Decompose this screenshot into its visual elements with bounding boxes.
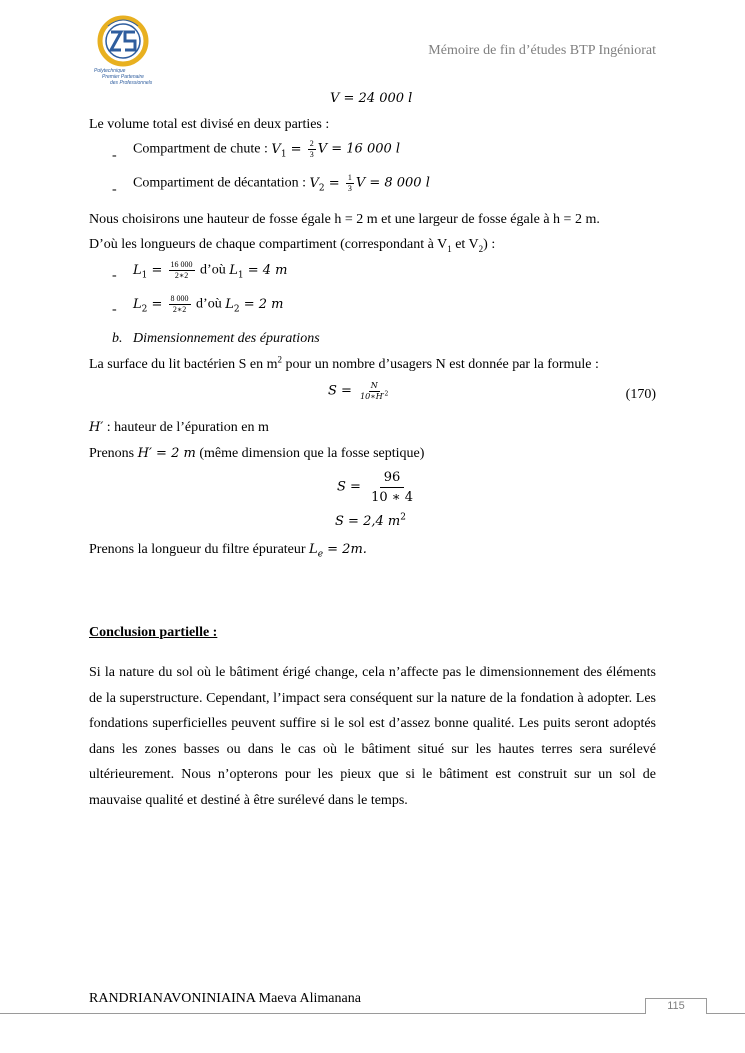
page-number: 115 [667,1000,685,1012]
logo-caption-line-3: des Professionnels [110,80,153,86]
page-number-box [645,998,707,1014]
surface-text-b: pour un nombre d’usagers N est donnée par la formule : [282,357,599,372]
compartment-lhs: V [309,175,319,191]
footer-author: RANDRIANAVONINIAINA Maeva Alimanana [89,991,361,1006]
compartment-lhs: V [271,141,281,157]
logo-caption-line-1: Polytechnique [94,68,126,74]
formula-denominator: $10∗H'^2$ [360,390,389,401]
header-title: Mémoire de fin d’études BTP Ingéniorat [428,43,656,58]
h-definition: H′ : hauteur de l’épuration en m [89,420,269,435]
surface-text-a: La surface du lit bactérien S en m [89,357,278,372]
superscript-2: 2 [277,354,283,365]
prenons-math: H′ = 2 m [137,446,196,461]
compartment-rhs: V = 16 000 l [317,141,401,157]
formula-ref: (170) [625,387,656,402]
calculation: S = $\frac{96}{10 ∗ 4}$ [337,471,419,504]
lengths-intro [89,237,495,253]
length-mid: d’où [196,262,230,278]
length-l2: $L_2$ = $\frac{8 000}{2∗2}$ d’où $L_2 = 2$ m [133,294,284,315]
dims-sentence: Nous choisirons une hauteur de fosse égale h = 2 m et une largeur de fosse égale à h = 2 m. [89,212,600,227]
h-def-text: : hauteur de l’épuration en m [103,420,269,435]
logo-caption-line-2: Premier Partenaire [102,74,144,80]
filter-length-a: Prenons la longueur du filtre épurateur [89,542,310,557]
length-rhs: = 4 m [243,262,288,278]
bullet-dash: - [112,268,117,283]
compartment-chute: Compartment de chute : $V_1$ = $\frac{2}{3}$ V = 16 000 l [133,139,401,160]
compartment-sub: 2 [318,183,325,194]
surface-text [89,354,599,373]
bullet-dash: - [112,182,117,197]
length-rhs: = 2 m [239,296,284,312]
bullet-dash: - [112,302,117,317]
conclusion-title: Conclusion partielle : [89,625,218,640]
formula-170: S = $\frac{N}{10∗H'^2}$ [328,381,389,401]
lengths-intro-c: ) : [483,237,496,252]
length-lhs: L [133,262,142,278]
length-l1: $L_1$ = $\frac{16 000}{2∗2}$ d’où $L_1 = 4$ m [133,260,288,281]
length-lhs: L [133,296,142,312]
fraction-denominator: 2∗2 [172,305,187,314]
v-total-equation: V = 24 000 l [330,91,413,106]
compartment-sub: 1 [280,149,287,160]
subscript-2: 2 [478,243,484,254]
lengths-intro-b: et V [451,237,479,252]
length-sub: 1 [237,270,244,281]
result-surface: S = 2,4 $m^2$ [335,512,406,529]
subscript-1: 1 [447,243,452,254]
fraction-numerator: 16 000 [170,260,193,269]
fraction-numerator: 1 [347,173,352,182]
result-text: S = 2,4 m [335,514,401,529]
compartment-decantation: Compartiment de décantation : $V_2$ = $\frac{1}{3}$ V = 8 000 l [133,173,430,194]
intro-divided: Le volume total est divisé en deux parties : [89,117,330,132]
prenons-line [89,446,424,462]
length-sub: 1 [141,270,148,281]
prenons-a: Prenons [89,446,138,461]
fraction-denominator: 2∗2 [174,271,189,280]
calc-numerator: 96 [380,471,405,488]
fraction-numerator: 8 000 [170,294,189,303]
section-b-heading: b. Dimensionnement des épurations [112,331,320,346]
bullet-dash: - [112,148,117,163]
school-logo [90,14,156,90]
footer-rule [0,1013,745,1014]
calc-denominator: 10 ∗ 4 [371,490,413,505]
lengths-intro-a: D’où les longueurs de chaque compartiment (correspondant à V [89,237,448,252]
formula-numerator: N [370,381,378,390]
length-sub: 2 [141,304,148,315]
conclusion-paragraph: Si la nature du sol où le bâtiment érigé change, cela n’affecte pas le dimensionnement des éléments de la superstructure. Cependant, l’impact sera conséquent sur la nature de la fondation à adopter. Les fondations superficielles peuvent suffire si le sol est d’assez bonne qualité. Les puits seront adoptés dans les zones basses ou dans le cas où le bâtiment situé sur les hautes terres sera surélevé ultérieurement. Nous n’opterons pour les pieux que si le bâtiment est construit sur un sol de mauvaise qualité et destiné à être surélevé dans le temps. [89,665,656,808]
prenons-b: (même dimension que la fosse septique) [195,446,425,461]
length-mid: d’où [192,296,226,312]
fraction-denominator: 3 [347,184,352,193]
compartment-label: Compartiment de décantation : [133,175,310,191]
compartment-label: Compartment de chute : [133,141,272,157]
length-lhs: L [229,262,238,278]
length-lhs: L [225,296,234,312]
compartment-rhs: V = 8 000 l [355,175,430,191]
fraction-denominator: 3 [309,150,314,159]
fraction-numerator: 2 [309,139,314,148]
length-sub: 2 [233,304,240,315]
filter-length-math: = 2m. [323,542,367,557]
filter-length: Prenons la longueur du filtre épurateur $L_e = 2m$. [89,542,367,560]
